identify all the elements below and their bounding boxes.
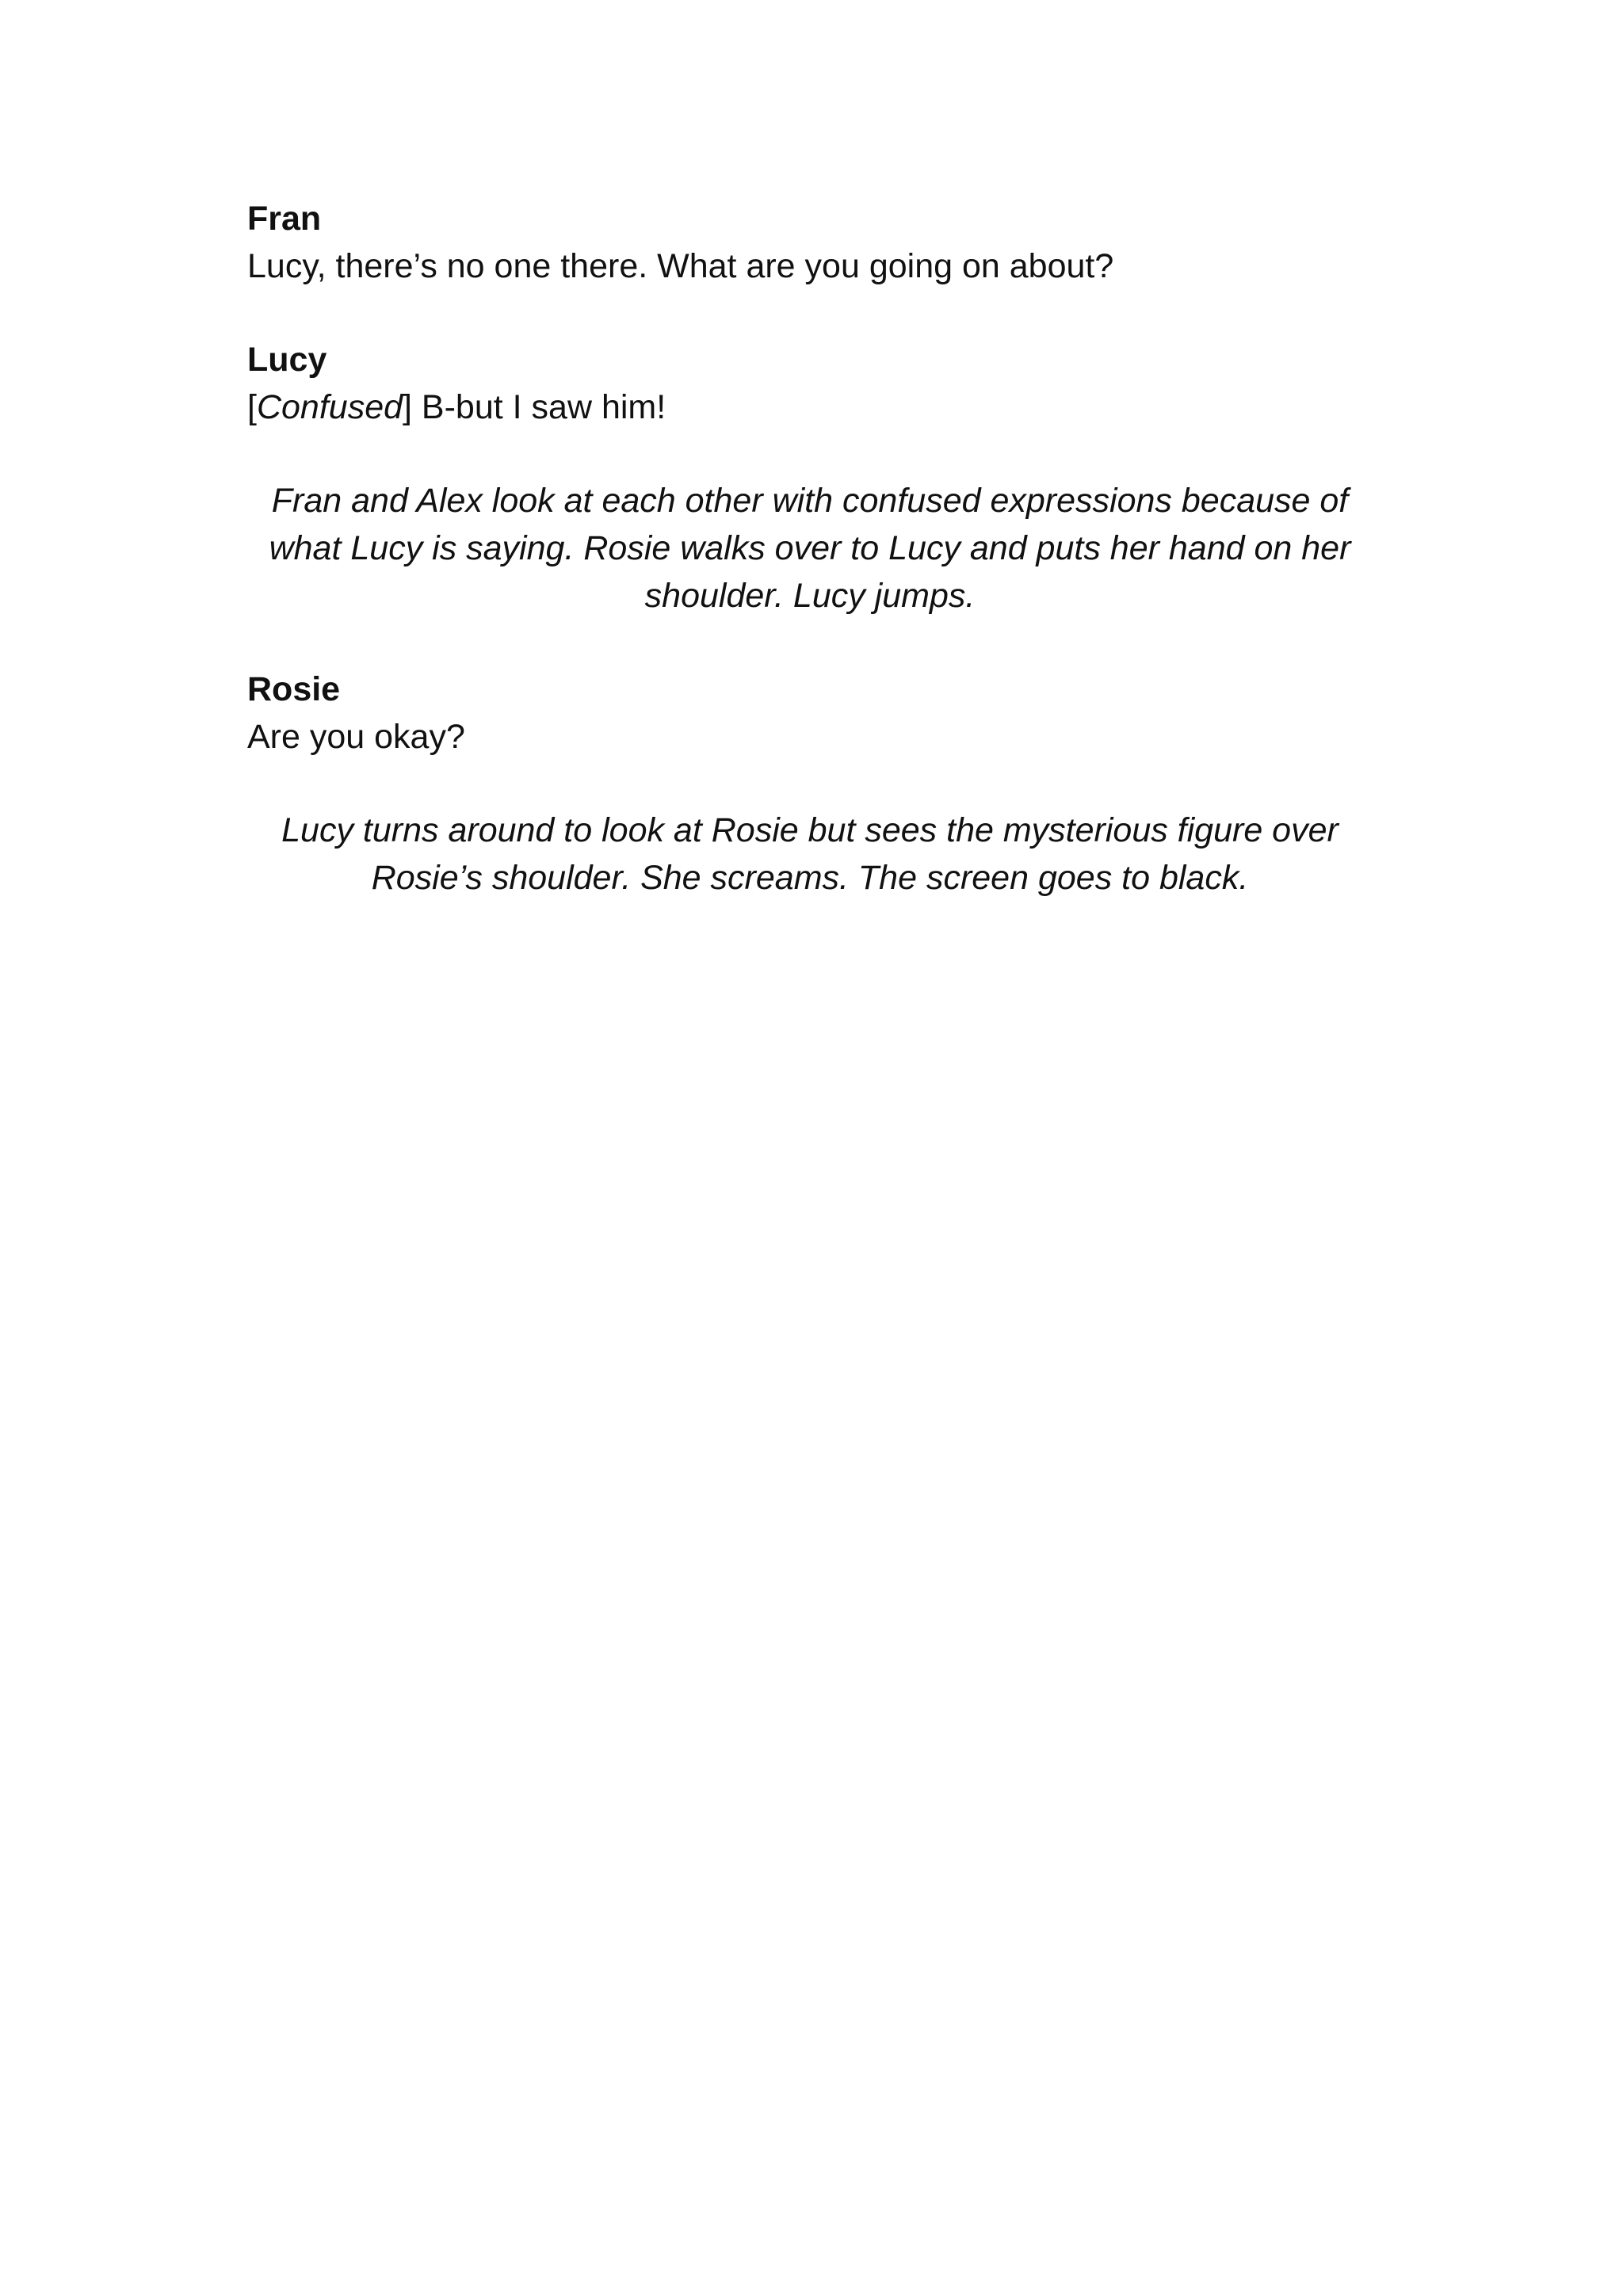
dialogue-line [247,383,1373,431]
stage-direction: Lucy turns around to look at Rosie but sees the mysterious figure over Rosie’s shoulder. She screams. The screen goes to black. [281,811,1338,897]
parenthetical: Confused [256,388,403,426]
dialogue-block-fran [247,195,1373,290]
dialogue-line: Are you okay? [247,718,465,756]
parenthetical-open-bracket: [ [247,388,257,426]
speaker-name: Lucy [247,341,327,379]
dialogue-block-rosie [247,666,1373,761]
parenthetical-close-bracket: ] [403,388,412,426]
speaker-name: Rosie [247,670,341,708]
dialogue-text: B-but I saw him! [411,388,666,426]
script-content [247,195,1373,948]
dialogue-line: Lucy, there’s no one there. What are you going on about? [247,247,1114,285]
dialogue-block-lucy [247,336,1373,431]
stage-direction: Fran and Alex look at each other with confused expressions because of what Lucy is saying. Rosie walks over to Lucy and puts her hand on her shoulder. Lucy jumps. [269,482,1351,615]
speaker-name: Fran [247,200,322,238]
